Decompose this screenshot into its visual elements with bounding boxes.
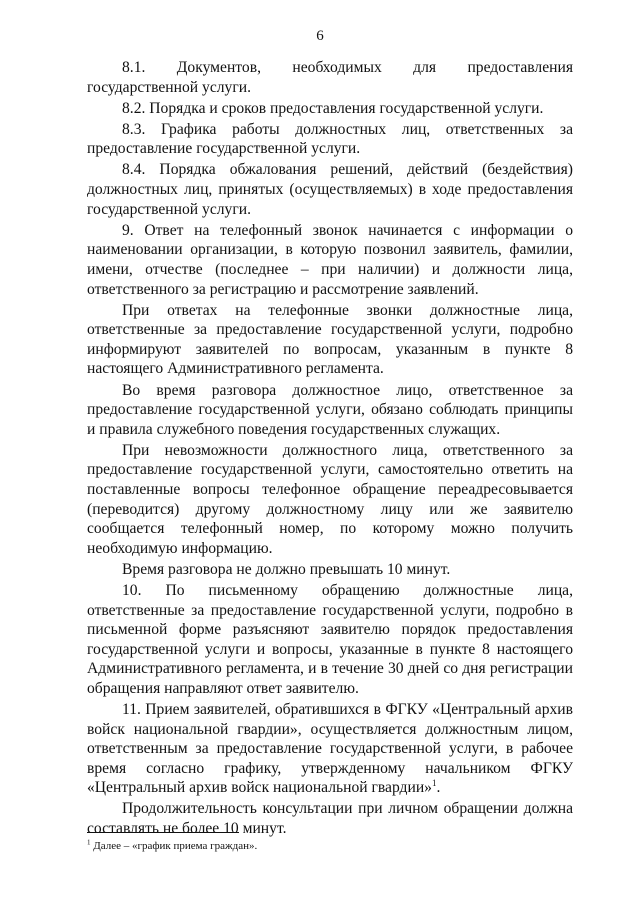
paragraph-8-1: 8.1. Документов, необходимых для предоставления государственной услуги. <box>87 59 573 96</box>
footnote-marker: 1 <box>87 838 91 847</box>
paragraph-phone-answers: При ответах на телефонные звонки должностные лица, ответственные за предоставление государственной услуги, подробно информируют заявителей по вопросам, указанным в пункте 8 настоящего Административного регламента. <box>87 301 573 378</box>
paragraph-call-duration: Время разговора не должно превышать 10 минут. <box>122 560 451 578</box>
footnote-divider <box>87 832 239 833</box>
paragraph-conversation-conduct: Во время разговора должностное лицо, ответственное за предоставление государственной услуги, обязано соблюдать принципы и правила служебного поведения государственных служащих. <box>87 381 573 438</box>
paragraph-call-redirect: При невозможности должностного лица, ответственного за предоставление государственной услуги, самостоятельно ответить на поставленные вопросы телефонное обращение переадресовывается (переводится) другому должностному лицу или же заявителю сообщается телефонный номер, по которому можно получить необходимую информацию. <box>87 441 573 557</box>
paragraph-11-text: 11. Прием заявителей, обратившихся в ФГКУ «Центральный архив войск национальной гвардии», осуществляется должностным лицом, ответственным за предоставление государственной услуги, в рабочее время согласно графику, утвержденному начальником ФГКУ «Центральный архив войск национальной гвардии» <box>87 701 573 797</box>
paragraph-11 <box>87 700 573 798</box>
paragraph-8-4: 8.4. Порядка обжалования решений, действий (бездействия) должностных лиц, принятых (осуществляемых) в ходе предоставления государственной услуги. <box>87 161 573 218</box>
footnote-reference: 1 <box>431 778 437 789</box>
paragraph-consultation-duration: Продолжительность консультации при личном обращении должна составлять не более 10 минут. <box>87 800 573 838</box>
paragraph-10: 10. По письменному обращению должностные лица, ответственные за предоставление государственной услуги, подробно в письменной форме разъясняют заявителю порядок предоставления государственной услуги и вопросы, указанные в пункте 8 настоящего Административного регламента, и в течение 30 дней со дня регистрации обращения направляют ответ заявителю. <box>87 581 573 697</box>
page-number: 6 <box>316 28 324 44</box>
paragraph-11-end: . <box>436 779 441 797</box>
footnote-text: Далее – «график приема граждан». <box>90 840 258 852</box>
footnote <box>87 840 573 853</box>
paragraph-8-2: 8.2. Порядка и сроков предоставления государственной услуги. <box>122 99 544 117</box>
document-body <box>87 58 573 840</box>
paragraph-8-3: 8.3. Графика работы должностных лиц, ответственных за предоставление государственной услуги. <box>87 120 573 158</box>
paragraph-9: 9. Ответ на телефонный звонок начинается с информации о наименовании организации, в которую позвонил заявитель, фамилии, имени, отчестве (последнее – при наличии) и должности лица, ответственного за регистрацию и рассмотрение заявлений. <box>87 221 573 298</box>
